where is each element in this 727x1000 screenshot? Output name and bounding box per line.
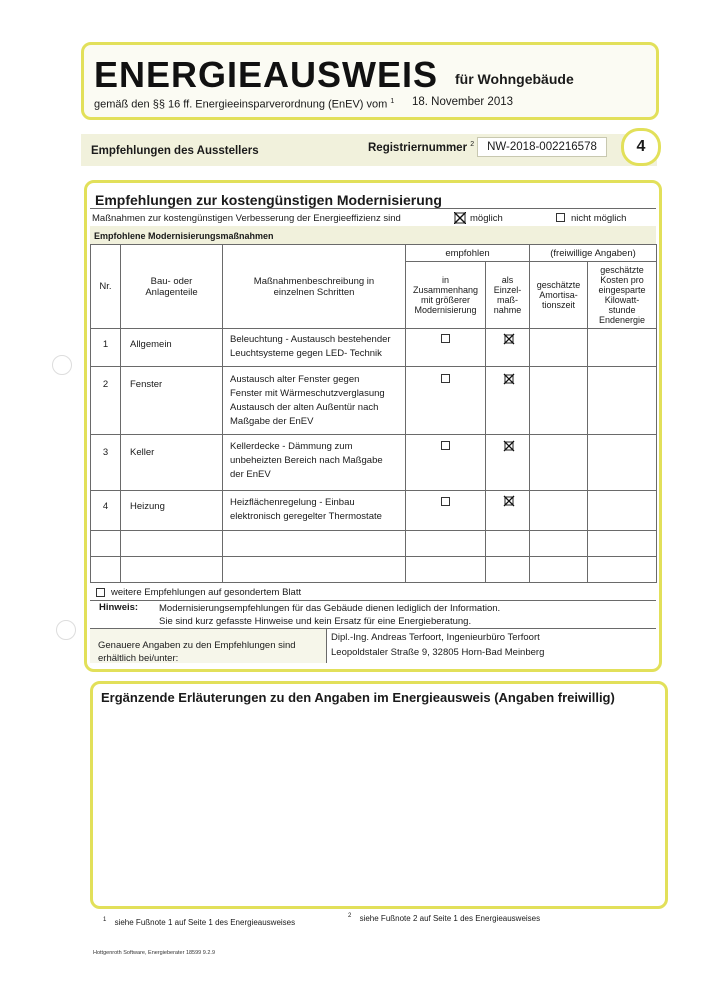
- header-box: [81, 42, 659, 120]
- empty-cell: [91, 531, 121, 557]
- regulation-date: 18. November 2013: [412, 96, 514, 108]
- row-in-context-checkbox[interactable]: [406, 491, 486, 531]
- col-description-header: Maßnahmenbeschreibung in einzelnen Schritten: [223, 245, 406, 329]
- empty-cell: [406, 557, 486, 583]
- row-description: Beleuchtung - Austausch bestehender Leuchtsysteme gegen LED- Technik: [223, 329, 406, 367]
- empty-cell: [486, 557, 530, 583]
- empty-cell: [223, 531, 406, 557]
- option-possible-checkbox[interactable]: [454, 212, 466, 224]
- row-savings: [588, 367, 657, 435]
- page-number-badge: [621, 128, 661, 166]
- contact-row: [90, 629, 656, 663]
- col-in-context-header: in Zusammenhang mit größerer Modernisierung: [406, 262, 486, 329]
- row-component: Heizung: [121, 491, 223, 531]
- note-text: Modernisierungsempfehlungen für das Gebäude dienen lediglich der Information. Sie sind kurz gefasste Hinweise und kein Ersatz für eine Energieberatung.: [159, 603, 501, 627]
- empty-cell: [121, 557, 223, 583]
- explanations-content: [99, 712, 655, 896]
- option-not-possible-checkbox[interactable]: [556, 213, 565, 225]
- registration-footnote: 2: [470, 141, 475, 148]
- empty-cell: [530, 531, 588, 557]
- row-single-checkbox[interactable]: [486, 435, 530, 491]
- empty-cell: [121, 531, 223, 557]
- note-label: Hinweis:: [99, 602, 139, 613]
- measures-subheading: Empfohlene Modernisierungsmaßnahmen: [94, 231, 274, 241]
- page-number: 4: [636, 138, 646, 155]
- footnote-1-mark: 1: [103, 917, 107, 923]
- table-row-empty: [91, 531, 657, 557]
- col-nr-header: Nr.: [91, 245, 121, 329]
- building-type: für Wohngebäude: [455, 71, 574, 87]
- note-row: [90, 600, 656, 629]
- registration-label: [368, 141, 474, 154]
- row-description: Austausch alter Fenster gegen Fenster mit Wärmeschutzverglasung Austausch der alten Außentür nach Maßgabe der EnEV: [223, 367, 406, 435]
- footnote-2: [348, 913, 540, 923]
- footnote-1: [103, 917, 295, 927]
- table-row-empty: [91, 557, 657, 583]
- row-amortization: [530, 491, 588, 531]
- table-row: [91, 491, 657, 531]
- empty-cell: [223, 557, 406, 583]
- table-row: [91, 435, 657, 491]
- legal-basis-text: gemäß den §§ 16 ff. Energieeinsparverordnung (EnEV) vom: [94, 98, 388, 111]
- col-component-header: Bau- oder Anlagenteile: [121, 245, 223, 329]
- recommendations-heading: Empfehlungen zur kostengünstigen Modernisierung: [95, 192, 442, 208]
- empty-cell: [406, 531, 486, 557]
- row-savings: [588, 491, 657, 531]
- contact-value: Dipl.-Ing. Andreas Terfoort, Ingenieurbüro Terfoort Leopoldstaler Straße 9, 32805 Horn-Bad Meinberg: [326, 629, 656, 663]
- explanations-heading: Ergänzende Erläuterungen zu den Angaben im Energieausweis (Angaben freiwillig): [101, 690, 615, 705]
- measures-table: [90, 244, 657, 583]
- section-label: Empfehlungen des Ausstellers: [91, 145, 259, 157]
- col-amortization-header: geschätzte Amortisa- tionszeit: [530, 262, 588, 329]
- row-nr: 4: [91, 491, 121, 531]
- empty-cell: [91, 557, 121, 583]
- section-bar: [81, 134, 657, 166]
- row-single-checkbox[interactable]: [486, 491, 530, 531]
- row-single-checkbox[interactable]: [486, 367, 530, 435]
- row-in-context-checkbox[interactable]: [406, 329, 486, 367]
- row-amortization: [530, 435, 588, 491]
- row-component: Allgemein: [121, 329, 223, 367]
- registration-label-text: Registriernummer: [368, 141, 468, 154]
- more-recommendations-label: weitere Empfehlungen auf gesondertem Blatt: [111, 587, 302, 598]
- row-component: Fenster: [121, 367, 223, 435]
- row-single-checkbox[interactable]: [486, 329, 530, 367]
- legal-basis: [94, 98, 394, 111]
- optional-header: (freiwillige Angaben): [530, 245, 657, 262]
- footnote-1-text: siehe Fußnote 1 auf Seite 1 des Energieausweises: [114, 917, 296, 927]
- options-row: [90, 208, 656, 228]
- explanations-box: [90, 681, 668, 909]
- row-component: Keller: [121, 435, 223, 491]
- row-amortization: [530, 367, 588, 435]
- footnote-2-text: siehe Fußnote 2 auf Seite 1 des Energieausweises: [359, 913, 541, 923]
- recommended-header: empfohlen: [406, 245, 530, 262]
- row-description: Heizflächenregelung - Einbau elektronisch geregelter Thermostate: [223, 491, 406, 531]
- col-savings-header: geschätzte Kosten pro eingesparte Kilowatt- stunde Endenergie: [588, 262, 657, 329]
- empty-cell: [588, 531, 657, 557]
- row-savings: [588, 435, 657, 491]
- row-nr: 2: [91, 367, 121, 435]
- footnote-2-mark: 2: [348, 913, 352, 919]
- contact-label: Genauere Angaben zu den Empfehlungen sind erhältlich bei/unter:: [98, 640, 296, 664]
- row-in-context-checkbox[interactable]: [406, 367, 486, 435]
- punch-hole-icon: [56, 620, 76, 640]
- registration-number: NW-2018-002216578: [477, 137, 607, 157]
- col-single-header: als Einzel- maß- nahme: [486, 262, 530, 329]
- row-description: Kellerdecke - Dämmung zum unbeheizten Bereich nach Maßgabe der EnEV: [223, 435, 406, 491]
- row-amortization: [530, 329, 588, 367]
- empty-cell: [530, 557, 588, 583]
- row-nr: 1: [91, 329, 121, 367]
- software-credit: Hottgenroth Software, Energieberater 18599 9.2.9: [93, 950, 215, 956]
- row-nr: 3: [91, 435, 121, 491]
- measures-subheading-bar: [90, 226, 656, 245]
- options-intro: Maßnahmen zur kostengünstigen Verbesserung der Energieeffizienz sind: [92, 213, 401, 224]
- document-title: ENERGIEAUSWEIS: [94, 54, 439, 95]
- empty-cell: [486, 531, 530, 557]
- option-possible-label: möglich: [470, 213, 503, 224]
- empty-cell: [588, 557, 657, 583]
- punch-hole-icon: [52, 355, 72, 375]
- more-recommendations-checkbox[interactable]: [96, 588, 105, 600]
- row-savings: [588, 329, 657, 367]
- row-in-context-checkbox[interactable]: [406, 435, 486, 491]
- legal-basis-footnote: 1: [390, 98, 395, 105]
- table-row: [91, 367, 657, 435]
- more-recommendations-row: [90, 585, 656, 601]
- table-row: [91, 329, 657, 367]
- option-not-possible-label: nicht möglich: [571, 213, 627, 224]
